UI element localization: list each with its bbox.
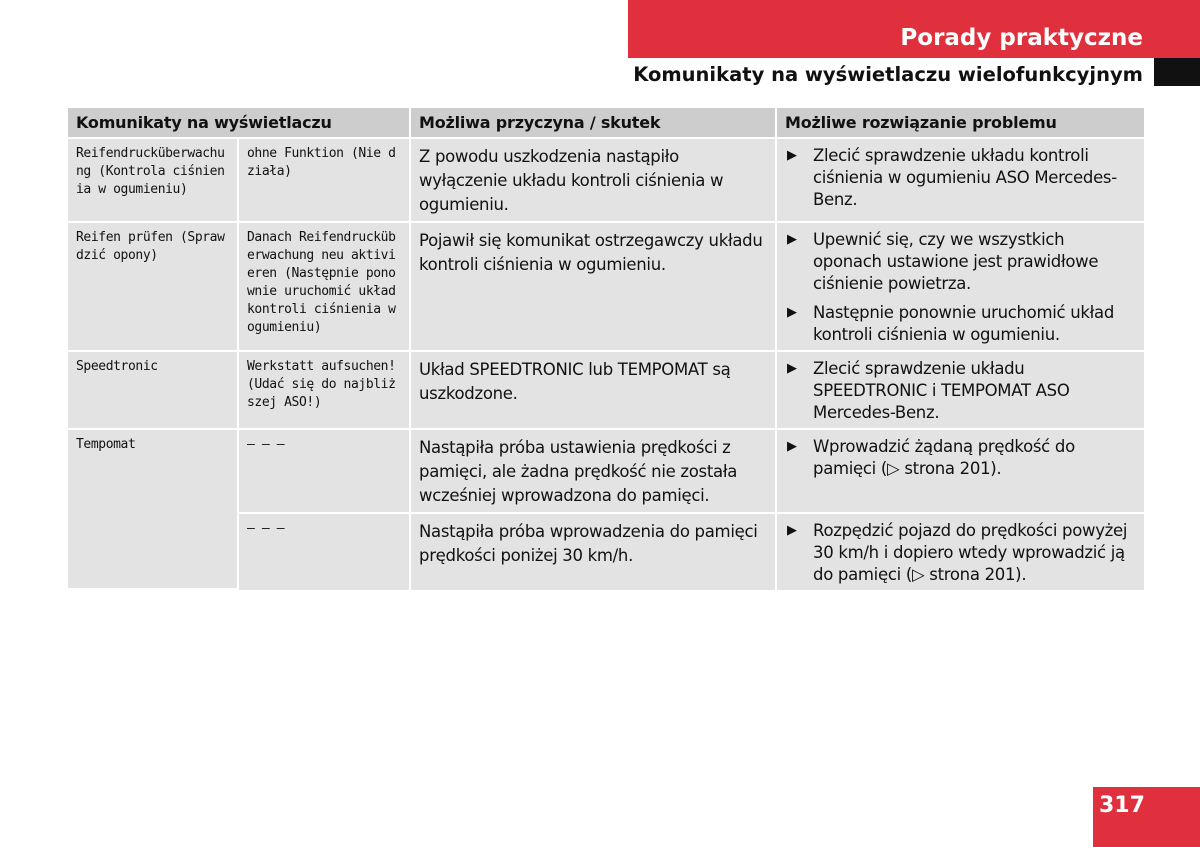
solution-item: ▶ Zlecić sprawdzenie układu SPEEDTRONIC i TEMPOMAT ASO Mercedes-Benz. <box>787 359 1070 422</box>
display-status-cell: Werkstatt aufsuchen! (Udać się do najbliższej ASO!) <box>239 352 411 430</box>
triangle-right-icon: ▶ <box>787 361 797 376</box>
cause-cell: Układ SPEEDTRONIC lub TEMPOMAT są uszkodzone. <box>411 352 777 430</box>
table-row <box>68 430 1144 514</box>
section-banner <box>628 0 1200 58</box>
table-header-row <box>68 108 1144 139</box>
subtitle-marker <box>1154 58 1200 86</box>
display-status-cell: – – – <box>239 430 411 514</box>
solution-cell <box>777 514 1144 590</box>
triangle-right-icon: ▶ <box>787 148 797 163</box>
header-display-messages: Komunikaty na wyświetlaczu <box>68 108 411 139</box>
triangle-right-icon: ▶ <box>787 439 797 454</box>
cause-cell: Nastąpiła próba ustawienia prędkości z pamięci, ale żadna prędkość nie została wcześniej wprowadzona do pamięci. <box>411 430 777 514</box>
cause-cell: Z powodu uszkodzenia nastąpiło wyłączenie układu kontroli ciśnienia w ogumieniu. <box>411 139 777 223</box>
cause-cell: Nastąpiła próba wprowadzenia do pamięci prędkości poniżej 30 km/h. <box>411 514 777 590</box>
solution-cell <box>777 139 1144 223</box>
header-solution: Możliwe rozwiązanie problemu <box>777 108 1144 139</box>
page-number: 317 <box>1093 787 1200 847</box>
solution-cell <box>777 430 1144 514</box>
solution-cell <box>777 223 1144 352</box>
solution-item: ▶ Upewnić się, czy we wszystkich oponach ustawione jest prawidłowe ciśnienie powietrza. <box>787 230 1099 293</box>
table-row <box>68 352 1144 430</box>
triangle-right-icon: ▶ <box>787 232 797 247</box>
solution-cell <box>777 352 1144 430</box>
display-messages-table <box>68 108 1144 590</box>
display-message-cell: Speedtronic <box>68 352 239 430</box>
table-row <box>68 139 1144 223</box>
solution-item: ▶ Wprowadzić żądaną prędkość do pamięci (▷ strona 201). <box>787 437 1075 478</box>
table-row <box>68 223 1144 352</box>
solution-item: ▶ Rozpędzić pojazd do prędkości powyżej 30 km/h i dopiero wtedy wprowadzić ją do pamięci (▷ strona 201). <box>787 521 1128 584</box>
solution-item: ▶ Zlecić sprawdzenie układu kontroli ciśnienia w ogumieniu ASO Mercedes-Benz. <box>787 146 1117 209</box>
section-title: Porady praktyczne <box>900 25 1143 51</box>
display-message-cell: Reifen prüfen (Sprawdzić opony) <box>68 223 239 352</box>
display-message-cell: Reifendrucküberwachung (Kontrola ciśnienia w ogumieniu) <box>68 139 239 223</box>
display-status-cell: – – – <box>239 514 411 590</box>
cause-cell: Pojawił się komunikat ostrzegawczy układu kontroli ciśnienia w ogumieniu. <box>411 223 777 352</box>
page-subtitle: Komunikaty na wyświetlaczu wielofunkcyjnym <box>633 63 1143 86</box>
display-status-cell: ohne Funktion (Nie działa) <box>239 139 411 223</box>
header-cause: Możliwa przyczyna / skutek <box>411 108 777 139</box>
display-status-cell: Danach Reifendrucküberwachung neu aktivieren (Następnie ponownie uruchomić układ kontroli ciśnienia w ogumieniu) <box>239 223 411 352</box>
triangle-right-icon: ▶ <box>787 523 797 538</box>
display-message-cell: Tempomat <box>68 430 239 590</box>
solution-item: ▶ Następnie ponownie uruchomić układ kontroli ciśnienia w ogumieniu. <box>787 303 1115 344</box>
triangle-right-icon: ▶ <box>787 305 797 320</box>
